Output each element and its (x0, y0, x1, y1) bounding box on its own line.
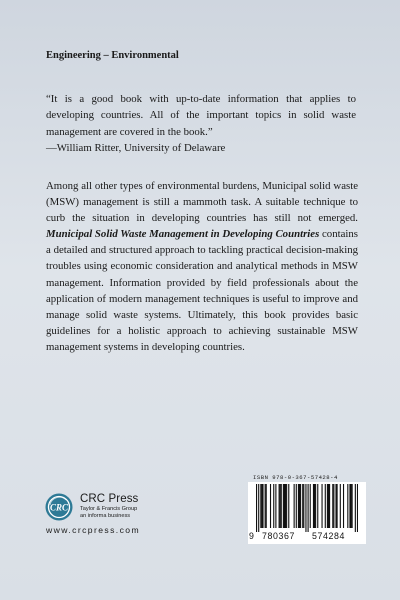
barcode-bar (343, 484, 344, 528)
barcode-bar (300, 484, 301, 528)
book-description (46, 178, 358, 355)
barcode-bar (303, 484, 304, 528)
publisher-business: an informa business (80, 513, 131, 519)
crc-logo-icon (44, 492, 74, 522)
publisher-group: Taylor & Francis Group (80, 506, 138, 512)
barcode-bar (296, 484, 297, 528)
barcode-bar (317, 484, 318, 528)
barcode-bar (310, 484, 311, 528)
barcode-bar (327, 484, 328, 528)
barcode (248, 482, 366, 544)
barcode-bar (261, 484, 262, 528)
barcode-bar (357, 484, 358, 532)
crc-press-logo (44, 492, 74, 522)
barcode-bar (308, 484, 309, 532)
barcode-bar (260, 484, 261, 528)
isbn-label: ISBN 978-0-367-57428-4 (253, 474, 338, 481)
barcode-bar (285, 484, 286, 528)
barcode-right-digits: 574284 (312, 531, 345, 541)
publisher-block (80, 493, 138, 520)
barcode-bar (281, 484, 282, 528)
endorsement-quote (46, 91, 356, 140)
publisher-website: www.crcpress.com (46, 525, 141, 535)
publisher-name: CRC Press (80, 493, 139, 505)
barcode-bar (313, 484, 314, 528)
barcode-bar (298, 484, 299, 528)
barcode-bars (256, 484, 358, 532)
barcode-bar (284, 484, 285, 528)
barcode-bar (350, 484, 351, 528)
logo-lettering: CRC (49, 502, 69, 513)
description-paragraph (46, 178, 358, 355)
barcode-bar (258, 484, 259, 532)
barcode-bar (294, 484, 295, 528)
barcode-bar (270, 484, 271, 528)
barcode-bar (256, 484, 257, 532)
quote-text: “It is a good book with up-to-date information that applies to developing countries. All of the important topics in solid waste management are covered in the book.” (46, 93, 356, 138)
barcode-bar (280, 484, 281, 528)
barcode-bar (279, 484, 280, 528)
book-title-reference: Municipal Solid Waste Management in Developing Countries (46, 228, 320, 241)
barcode-bar (325, 484, 326, 528)
barcode-bar (321, 484, 322, 528)
subject-category: Engineering – Environmental (46, 50, 179, 61)
barcode-bar (302, 484, 303, 528)
barcode-bar (335, 484, 336, 528)
barcode-bar (265, 484, 266, 528)
barcode-bar (349, 484, 350, 528)
barcode-bar (299, 484, 300, 528)
barcode-bar (283, 484, 284, 528)
quote-attribution: —William Ritter, University of Delaware (46, 142, 226, 154)
barcode-bar (352, 484, 353, 528)
barcode-bar (288, 484, 289, 528)
barcode-bar (333, 484, 334, 528)
barcode-bar (286, 484, 287, 528)
barcode-bar (355, 484, 356, 532)
barcode-bar (275, 484, 276, 528)
barcode-bar (314, 484, 315, 528)
barcode-bar (332, 484, 333, 528)
barcode-bar (329, 484, 330, 528)
description-text-2: contains a detailed and structured approach to tackling practical decision-making troubles using economic consideration and analytical methods in MSW management. Information provided by field professionals about the application of modern management techniques is useful to improve and manage solid waste systems. Ultimately, this book provides basic guidelines for a holistic approach to achieving sustainable MSW management systems in developing countries. (46, 228, 358, 353)
barcode-bar (305, 484, 306, 532)
barcode-bar (262, 484, 263, 528)
barcode-left-digits: 780367 (262, 531, 295, 541)
barcode-bar (337, 484, 338, 528)
barcode-bar (315, 484, 316, 528)
barcode-bar (273, 484, 274, 528)
barcode-lead-digit: 9 (249, 531, 255, 541)
barcode-bar (328, 484, 329, 528)
barcode-bar (266, 484, 267, 528)
barcode-bar (347, 484, 348, 528)
barcode-bar (340, 484, 341, 528)
description-text-1: Among all other types of environmental burdens, Municipal solid waste (MSW) management is still a mammoth task. A suitable technique to curb the situation in developing countries has still not emerged. (46, 180, 358, 225)
